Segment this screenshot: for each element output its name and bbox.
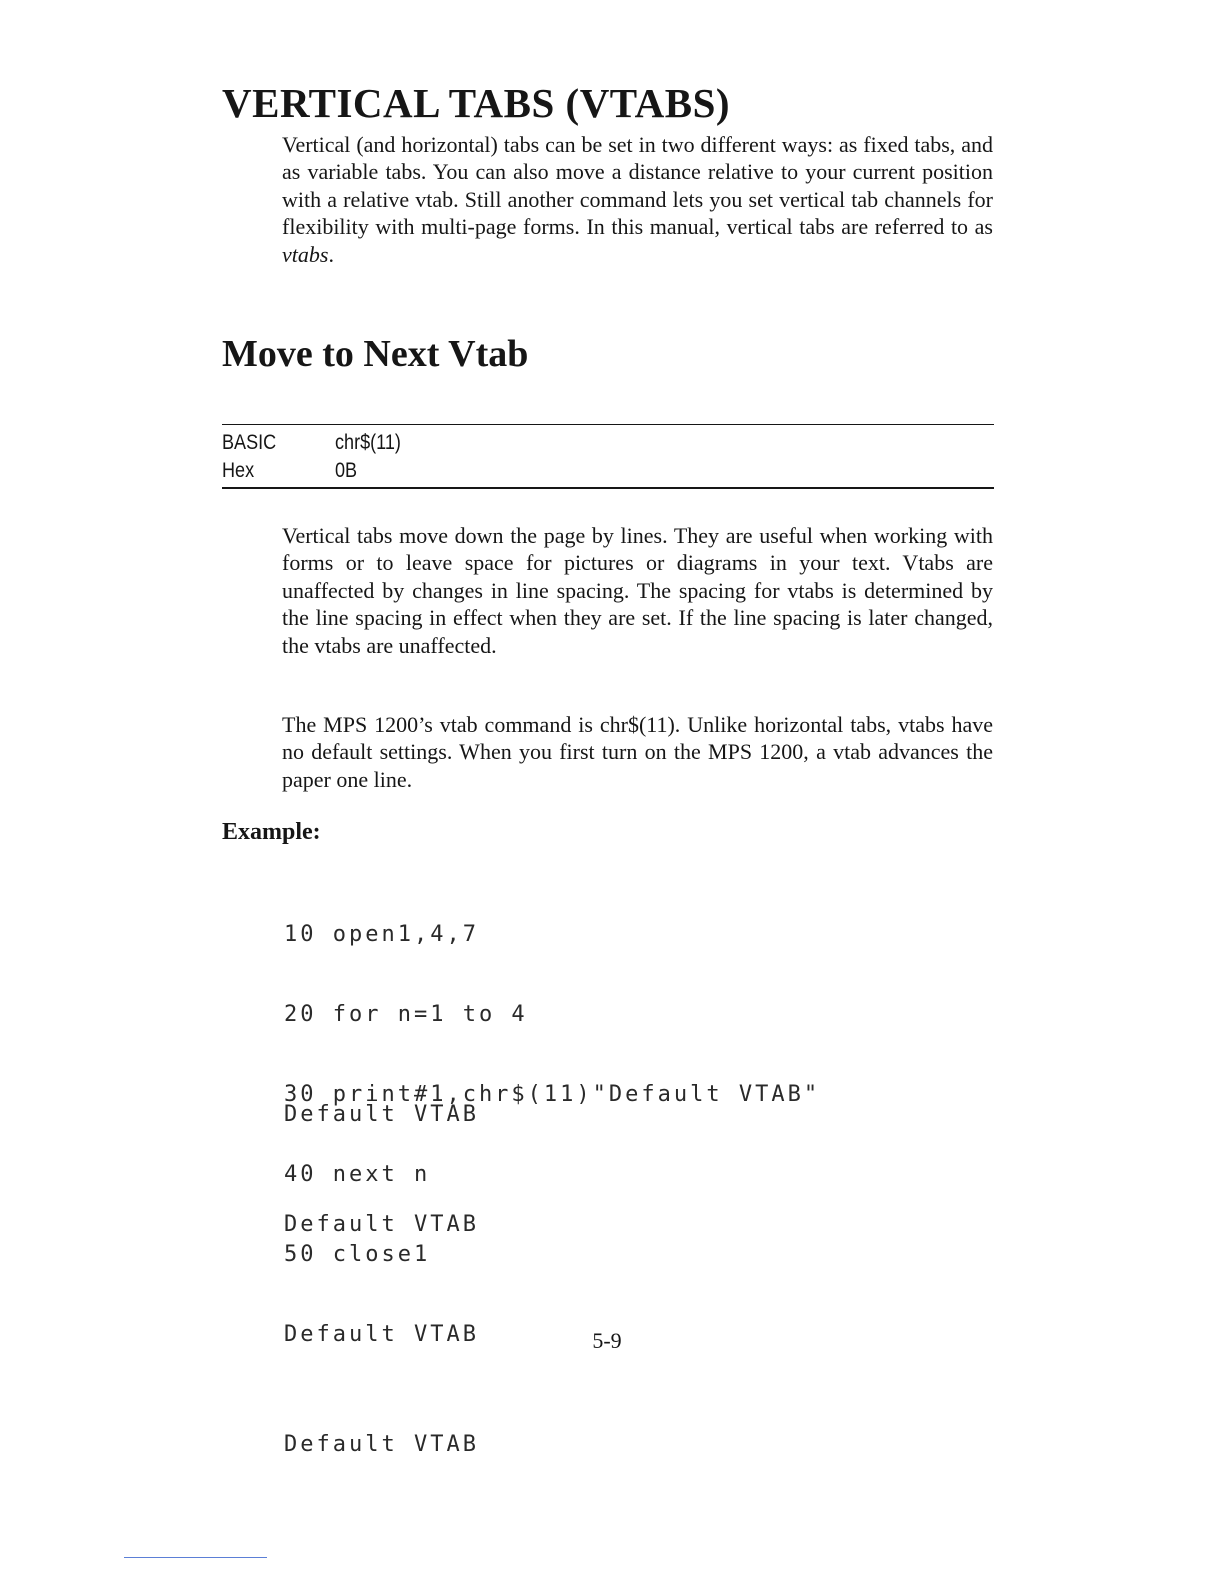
command-value: chr$(11) <box>335 431 401 454</box>
code-line: 40 next n <box>284 1162 431 1187</box>
example-label: Example: <box>222 819 321 845</box>
printer-output <box>284 1050 479 1540</box>
page-number <box>0 1327 1224 1355</box>
intro-emphasis: vtabs <box>282 241 329 267</box>
command-row-basic <box>222 429 994 457</box>
output-line: Default VTAB <box>284 1212 479 1237</box>
code-line: 30 print#1,chr$(11)"Default VTAB" <box>284 1082 821 1107</box>
section-title: VERTICAL TABS (VTABS) <box>222 80 731 126</box>
command-key: BASIC <box>222 431 277 454</box>
code-line: 50 close1 <box>284 1242 431 1267</box>
code-line: 20 for n=1 to 4 <box>284 1002 528 1027</box>
code-line: 10 open1,4,7 <box>284 922 479 947</box>
intro-paragraph <box>282 131 993 268</box>
command-value: 0B <box>335 459 358 482</box>
subsection-title: Move to Next Vtab <box>222 333 529 375</box>
intro-text: Vertical (and horizontal) tabs can be set in two different ways: as fixed tabs, and as variable tabs. You can also move a distance relative to your current position with a relative vtab. Still another command lets you set vertical tab channels for flexibility with multi-page forms. In this manual, vertical tabs are referred to as <box>282 132 993 240</box>
body-paragraph: The MPS 1200’s vtab command is chr$(11). Unlike horizontal tabs, vtabs have no default settings. When you first turn on the MPS 1200, a vtab advances the paper one line. <box>282 712 993 792</box>
output-line: Default VTAB <box>284 1102 479 1127</box>
command-row-hex <box>222 457 994 485</box>
body-paragraph: Vertical tabs move down the page by lines. They are useful when working with forms or to leave space for pictures or diagrams in your text. Vtabs are unaffected by changes in line spacing. The spacing for vtabs is determined by the line spacing in effect when they are set. If the line spacing is later changed, the vtabs are unaffected. <box>282 523 993 658</box>
output-line: Default VTAB <box>284 1432 479 1457</box>
intro-text-end: . <box>328 241 334 267</box>
bottom-rule-divider <box>124 1557 267 1558</box>
output-line: Default VTAB <box>284 1322 479 1347</box>
command-table <box>222 424 994 489</box>
page-number-text: 5-9 <box>592 1328 622 1353</box>
command-key: Hex <box>222 459 255 482</box>
